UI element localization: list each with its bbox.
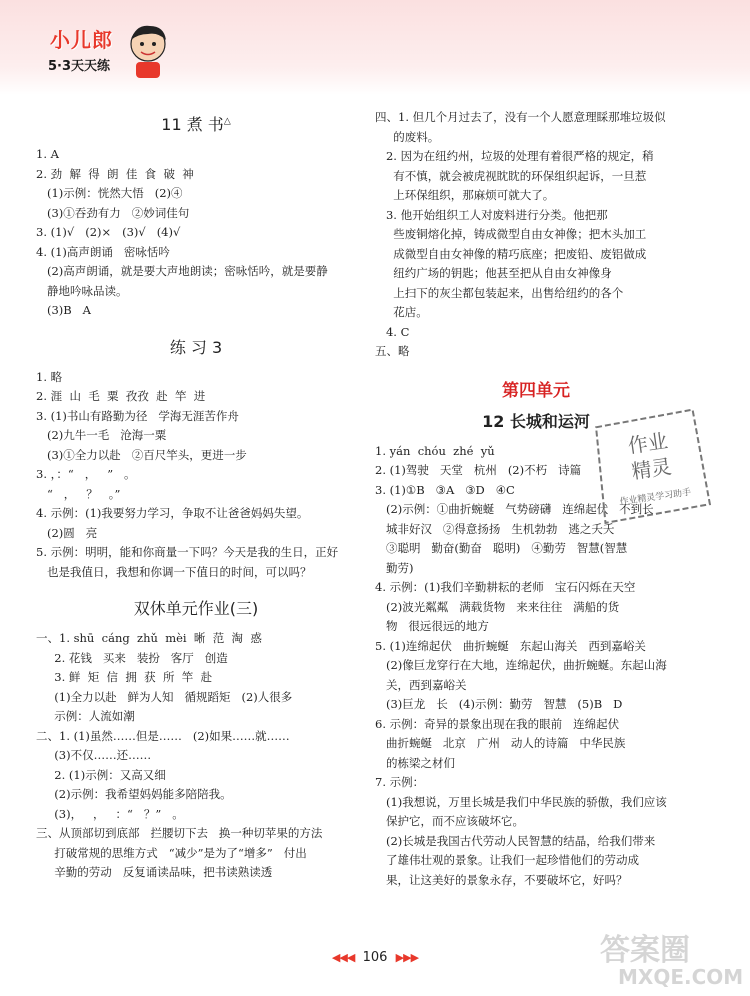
watermark-top: 答案圈 bbox=[600, 933, 690, 968]
answer-line: (2)圆 亮 bbox=[36, 525, 98, 540]
answer-line: (2)长城是我国古代劳动人民智慧的结晶，给我们带来 bbox=[375, 833, 656, 848]
answer-line: 1. yán chóu zhé yǔ bbox=[375, 443, 495, 458]
mascot-icon bbox=[126, 22, 170, 80]
answer-line: 2. (1)驾驶 天堂 杭州 (2)不朽 诗篇 bbox=[375, 463, 582, 477]
unit-4-title: 第四单元 bbox=[502, 380, 570, 401]
answer-line: 有不慎，就会被虎视眈眈的环保组织起诉，一旦惹 bbox=[375, 168, 647, 183]
answer-line: 一、1. shū cáng zhǔ mèi 晰 范 淘 惑 bbox=[36, 631, 262, 645]
answer-line: 3. (1)书山有路勤为径 学海无涯苦作舟 bbox=[36, 408, 239, 423]
answer-line: 三、从顶部切到底部 拦腰切下去 换一种切苹果的方法 bbox=[36, 826, 323, 840]
answer-line: 3. (1)√ (2)× (3)√ (4)√ bbox=[36, 225, 181, 239]
answer-line: 关，西到嘉峪关 bbox=[375, 677, 467, 692]
answer-line: 2. 因为在纽约州，垃圾的处理有着很严格的规定，稍 bbox=[375, 149, 654, 163]
stamp-line1: 作业 bbox=[626, 428, 670, 458]
answer-line: (2)波光粼粼 满载货物 来来往往 满船的货 bbox=[375, 599, 620, 614]
answer-line: (3)①吞劲有力 ②妙词佳句 bbox=[36, 205, 190, 220]
left-column bbox=[36, 108, 356, 883]
answer-line: 4. 示例：(1)我要努力学习，争取不让爸爸妈妈失望。 bbox=[36, 506, 309, 520]
answer-line: 1. A bbox=[36, 147, 59, 161]
stamp-line3: 作业精灵学习助手 bbox=[619, 487, 692, 508]
answer-line: 些废铜熔化掉，铸成微型自由女神像；把木头加工 bbox=[375, 227, 647, 241]
answer-line: 成微型自由女神像的精巧底座；把废铅、废铝做成 bbox=[375, 246, 647, 261]
answer-line: (3)， ， ：“ ？” 。 bbox=[36, 806, 184, 821]
answer-line: 保护它，而不应该破坏它。 bbox=[375, 814, 524, 828]
answer-line: 3. 他开始组织工人对废料进行分类。他把那 bbox=[375, 207, 608, 222]
answer-line: 2. 劲 解 得 朗 佳 食 破 神 bbox=[36, 166, 194, 181]
answer-line: 纽约广场的钥匙；他甚至把从自由女神像身 bbox=[375, 266, 612, 280]
answer-line: 5. (1)连绵起伏 曲折蜿蜒 东起山海关 西到嘉峪关 bbox=[375, 638, 646, 653]
lesson-11-title-text: 11 煮 书 bbox=[161, 115, 224, 134]
answer-line: 城非好汉 ②得意扬扬 生机勃勃 逃之夭夭 bbox=[375, 521, 615, 536]
prev-arrows-icon[interactable]: ◀◀◀ bbox=[331, 951, 355, 964]
answer-line: 7. 示例： bbox=[375, 775, 425, 789]
answer-line: (3)巨龙 长 (4)示例：勤劳 智慧 (5)B D bbox=[375, 697, 623, 711]
weekend-homework-answers bbox=[36, 629, 356, 883]
page-number: 106 bbox=[362, 950, 388, 965]
answer-line: 果，让这美好的景象永存，不要破坏它，好吗？ bbox=[375, 872, 628, 887]
answer-line: 2. (1)示例：又高又细 bbox=[36, 767, 166, 782]
answer-line: 上环保组织，那麻烦可就大了。 bbox=[375, 188, 555, 202]
watermark-bottom: MXQE.COM bbox=[618, 965, 744, 989]
lesson-12-title: 12 长城和运河 bbox=[482, 411, 590, 431]
stamp-seal bbox=[585, 404, 717, 527]
answer-line: 6. 示例：奇异的景象出现在我的眼前 连绵起伏 bbox=[375, 716, 620, 731]
answer-line: (2)示例：①曲折蜿蜒 气势磅礴 连绵起伏 不到长 bbox=[375, 502, 654, 516]
answer-line: 2. 花钱 买来 装扮 客厅 创造 bbox=[36, 650, 228, 665]
practice-3-answers bbox=[36, 368, 356, 583]
answer-line: 勤劳) bbox=[375, 560, 414, 575]
answer-line: (2)示例：我希望妈妈能多陪陪我。 bbox=[36, 787, 232, 801]
next-arrows-icon[interactable]: ▶▶▶ bbox=[395, 951, 419, 964]
answer-line: 2. 涯 山 毛 粟 孜孜 赴 竿 进 bbox=[36, 389, 206, 403]
answer-line: (2)高声朗诵，就是要大声地朗读；密咏恬吟，就是要静 bbox=[36, 264, 328, 278]
answer-line: 静地吟咏品读。 bbox=[36, 283, 128, 298]
brand-logo bbox=[40, 22, 170, 82]
answer-line: 也是我值日，我想和你调一下值日的时间，可以吗？ bbox=[36, 564, 312, 579]
answer-line: (3)B A bbox=[36, 303, 91, 317]
lesson-11-answers bbox=[36, 145, 356, 321]
answer-line: 的废料。 bbox=[375, 129, 440, 144]
answer-line: 3. 鲜 矩 信 拥 获 所 竿 赴 bbox=[36, 670, 213, 684]
answer-line: 的栋梁之材们 bbox=[375, 755, 455, 770]
answer-line: 花店。 bbox=[375, 305, 428, 319]
reading-answers bbox=[375, 108, 697, 362]
answer-line: (1)全力以赴 鲜为人知 循规蹈矩 (2)人很多 bbox=[36, 689, 293, 704]
answer-line: 辛勤的劳动 反复诵读品味，把书读熟读透 bbox=[36, 865, 273, 879]
answer-line: 了雄伟壮观的景象。让我们一起珍惜他们的劳动成 bbox=[375, 853, 639, 867]
answer-line: 四、1. 但几个月过去了，没有一个人愿意理睬那堆垃圾似 bbox=[375, 110, 666, 124]
answer-line: ③聪明 勤奋(勤奋 聪明) ④勤劳 智慧(智慧 bbox=[375, 541, 628, 555]
answer-line: “ ， ？ 。” bbox=[36, 486, 121, 501]
answer-line: 上扫下的灰尘都包装起来，出售给纽约的各个 bbox=[375, 285, 624, 300]
answer-line: 3. (1)①B ③A ③D ④C bbox=[375, 482, 515, 497]
answer-line: 五、略 bbox=[375, 344, 410, 358]
site-watermark bbox=[580, 925, 745, 995]
brand-title: 小儿郎 bbox=[50, 28, 113, 52]
answer-line: (2)九牛一毛 沧海一粟 bbox=[36, 428, 167, 442]
weekend-homework-title: 双休单元作业(三) bbox=[133, 599, 259, 618]
answer-line: 5. 示例：明明，能和你商量一下吗？今天是我的生日，正好 bbox=[36, 545, 339, 559]
answer-line: (3)不仅……还…… bbox=[36, 748, 152, 762]
answer-line: (1)示例：恍然大悟 (2)④ bbox=[36, 186, 183, 200]
answer-line: 4. C bbox=[375, 324, 410, 339]
brand-subtitle: 5·3天天练 bbox=[48, 59, 111, 74]
practice-3-title: 练 习 3 bbox=[169, 337, 223, 357]
answer-line: 4. (1)高声朗诵 密咏恬吟 bbox=[36, 244, 170, 259]
answer-line: (2)像巨龙穿行在大地，连绵起伏，曲折蜿蜒。东起山海 bbox=[375, 658, 667, 672]
answer-line: (1)我想说，万里长城是我们中华民族的骄傲，我们应该 bbox=[375, 794, 667, 809]
answer-line: 曲折蜿蜒 北京 广州 动人的诗篇 中华民族 bbox=[375, 736, 626, 750]
stamp-line2: 精灵 bbox=[629, 454, 673, 484]
answer-line: 1. 略 bbox=[36, 369, 63, 384]
answer-line: 打破常规的思维方式 “减少”是为了“增多” 付出 bbox=[36, 845, 307, 860]
stamp-icon bbox=[585, 404, 717, 527]
lesson-11-title bbox=[36, 112, 356, 135]
answer-line: 4. 示例：(1)我们辛勤耕耘的老师 宝石闪烁在天空 bbox=[375, 580, 636, 594]
answer-line: (3)①全力以赴 ②百尺竿头，更进一步 bbox=[36, 447, 247, 462]
answer-line: 示例：人流如潮 bbox=[36, 709, 135, 723]
answer-line: 3. ，：“ ， ” 。 bbox=[36, 467, 136, 481]
answer-line: 物 很远很远的地方 bbox=[375, 619, 489, 633]
title-mark: △ bbox=[223, 116, 231, 127]
answer-line: 二、1. (1)虽然……但是…… (2)如果……就…… bbox=[36, 728, 290, 743]
